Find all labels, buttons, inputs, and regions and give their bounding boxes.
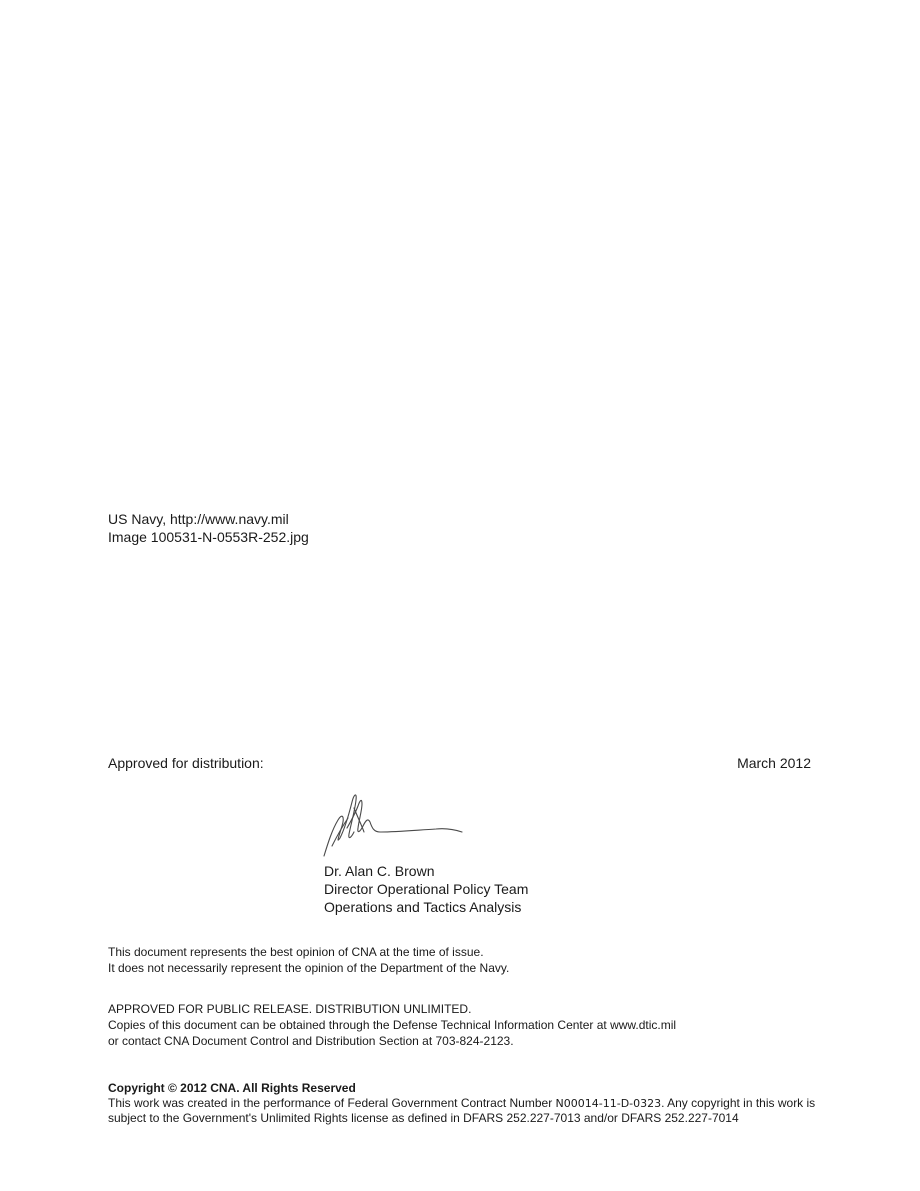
disclaimer (108, 944, 509, 976)
copyright-notice (108, 1081, 820, 1126)
signer-title: Director Operational Policy Team (324, 881, 529, 897)
copyright-heading: Copyright © 2012 CNA. All Rights Reserved (108, 1081, 356, 1095)
photo-credit-source: US Navy, http://www.navy.mil (108, 511, 289, 527)
release-dtic-info: Copies of this document can be obtained through the Defense Technical Information Center at www.dtic.mil (108, 1018, 677, 1032)
disclaimer-line-1: This document represents the best opinion of CNA at the time of issue. (108, 945, 484, 959)
contract-number: N00014-11-D-0323 (555, 1097, 662, 1110)
photo-credit-image-file: Image 100531-N-0553R-252.jpg (108, 529, 309, 545)
copyright-text (108, 1096, 820, 1126)
release-contact-info: or contact CNA Document Control and Distribution Section at 703-824-2123. (108, 1034, 514, 1048)
release-notice (108, 1001, 676, 1049)
approval-label: Approved for distribution: (108, 755, 264, 771)
copyright-text-before: This work was created in the performance of Federal Government Contract Number (108, 1096, 556, 1110)
approval-row (108, 754, 811, 772)
signer-block (324, 862, 528, 916)
photo-credit (108, 510, 309, 546)
approval-date: March 2012 (737, 755, 811, 771)
signature-image (318, 788, 468, 860)
signer-organization: Operations and Tactics Analysis (324, 899, 522, 915)
copyright-text-after: . Any copyright in this work is subject to the Government's Unlimited Rights license as defined in DFARS 252.227-7013 and/or DFARS 252.227-7014 (108, 1096, 816, 1125)
release-statement: APPROVED FOR PUBLIC RELEASE. DISTRIBUTION UNLIMITED. (108, 1002, 472, 1016)
disclaimer-line-2: It does not necessarily represent the opinion of the Department of the Navy. (108, 961, 510, 975)
signer-name: Dr. Alan C. Brown (324, 863, 435, 879)
